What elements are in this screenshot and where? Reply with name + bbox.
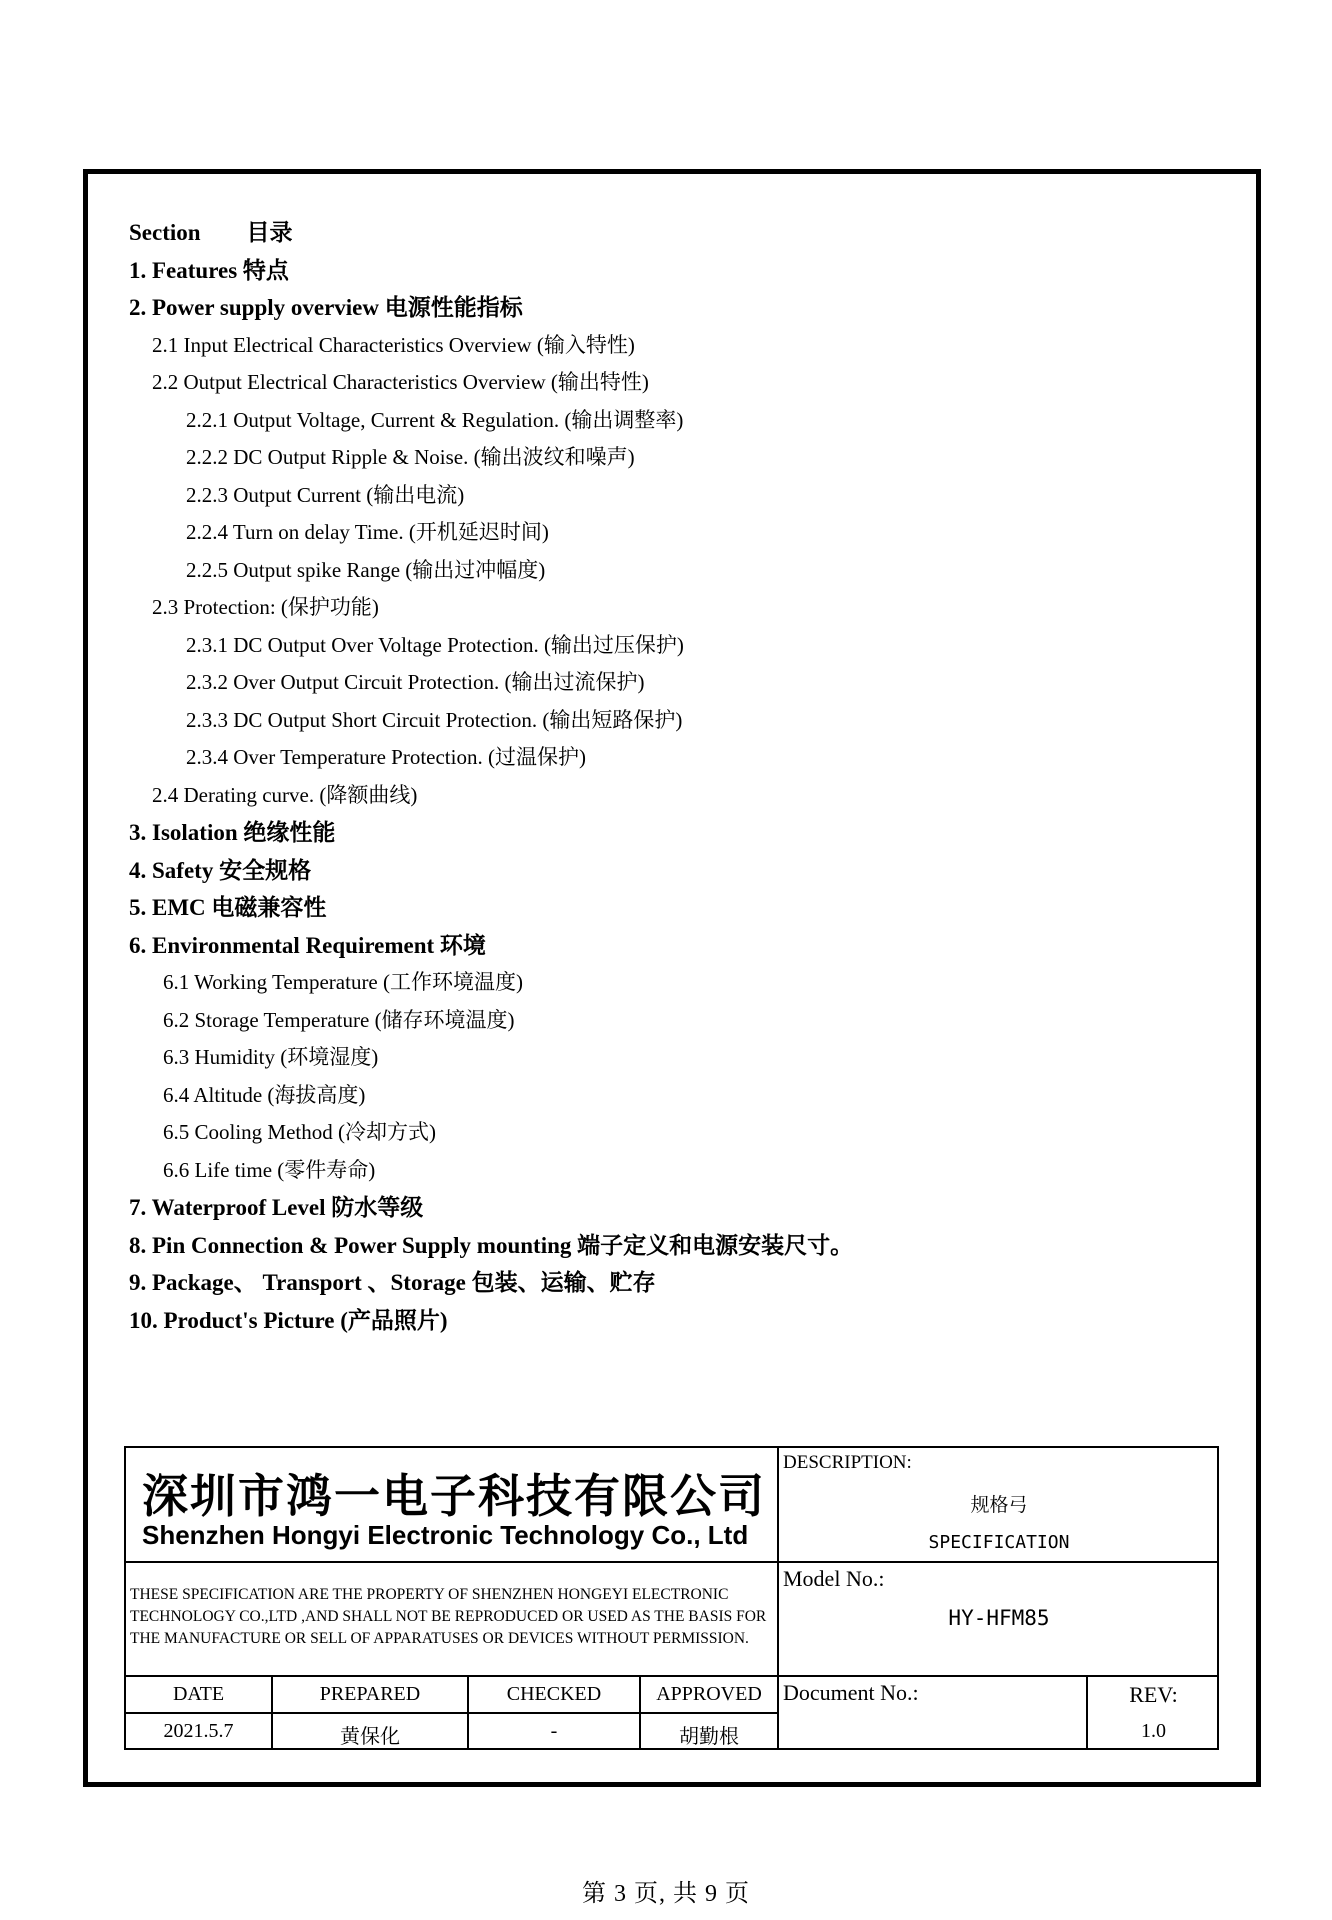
company-name-cn: 深圳市鸿一电子科技有限公司 [142,1469,766,1523]
description-label: DESCRIPTION: [783,1452,912,1473]
table-of-contents [129,214,1229,1339]
toc-entry: 2.1 Input Electrical Characteristics Overview (输入特性) [152,332,635,357]
prepared-value: 黄保化 [340,1726,400,1748]
approved-value: 胡勤根 [679,1726,739,1748]
toc-entry: 6. Environmental Requirement 环境 [129,932,486,958]
description-en: SPECIFICATION [928,1532,1070,1553]
company-name-en: Shenzhen Hongyi Electronic Technology Co., Ltd [142,1520,749,1550]
toc-entry: 2.2.4 Turn on delay Time. (开机延迟时间) [186,520,549,544]
toc-entry: 6.4 Altitude (海拔高度) [163,1082,366,1107]
toc-entry: 6.3 Humidity (环境湿度) [163,1045,379,1069]
toc-entry: 6.1 Working Temperature (工作环境温度) [163,970,523,994]
toc-entry: 2.2.2 DC Output Ripple & Noise. (输出波纹和噪声) [186,445,635,469]
date-value: 2021.5.7 [163,1720,234,1742]
page-number: 第 3 页, 共 9 页 [582,1881,750,1907]
model-value: HY-HFM85 [948,1606,1050,1630]
toc-entry: 2.3.2 Over Output Circuit Protection. (输出过流保护) [186,670,645,694]
toc-entry: 1. Features 特点 [129,257,289,283]
checked-value: - [550,1720,558,1742]
prepared-label: PREPARED [319,1683,421,1705]
toc-entry: 3. Isolation 绝缘性能 [129,820,336,845]
toc-entry: 2.2 Output Electrical Characteristics Overview (输出特性) [152,370,649,394]
toc-entry: 8. Pin Connection & Power Supply mounting 端子定义和电源安装尺寸。 [129,1232,854,1258]
toc-entry: 2.3.4 Over Temperature Protection. (过温保护) [186,745,586,769]
toc-entry: 2.3 Protection: (保护功能) [152,595,379,619]
toc-entry: 5. EMC 电磁兼容性 [129,895,327,920]
property-notice: THESE SPECIFICATION ARE THE PROPERTY OF SHENZHEN HONGEYI ELECTRONIC TECHNOLOGY CO.,LTD ,AND SHALL NOT BE REPRODUCED OR USED AS THE BASIS FOR THE MANUFACTURE OR SELL OF APPARATUSES OR DEVICES WITHOUT PERMISSION. [130,1586,767,1647]
toc-entry: 2.2.3 Output Current (输出电流) [186,482,465,507]
checked-label: CHECKED [506,1683,602,1705]
toc-entry: 6.6 Life time (零件寿命) [163,1157,376,1182]
toc-entry: 7. Waterproof Level 防水等级 [129,1195,424,1220]
date-label: DATE [172,1683,225,1705]
document-no-label: Document No.: [783,1680,919,1705]
toc-entry: 2.2.1 Output Voltage, Current & Regulation. (输出调整率) [186,407,684,432]
toc-entry: 2.3.3 DC Output Short Circuit Protection. (输出短路保护) [186,707,683,732]
toc-entry: 2.2.5 Output spike Range (输出过冲幅度) [186,557,546,582]
toc-entry: 2.3.1 DC Output Over Voltage Protection. (输出过压保护) [186,632,684,657]
toc-entry: Section 目录 [129,220,293,245]
title-block [124,1446,1219,1750]
rev-label: REV: [1129,1682,1178,1707]
description-cn: 规格弓 [970,1495,1028,1516]
toc-entry: 4. Safety 安全规格 [129,857,312,883]
toc-entry: 6.2 Storage Temperature (储存环境温度) [163,1007,515,1032]
toc-entry: 10. Product's Picture (产品照片) [129,1307,448,1333]
toc-entry: 6.5 Cooling Method (冷却方式) [163,1120,436,1144]
toc-entry: 2. Power supply overview 电源性能指标 [129,295,523,320]
model-label: Model No.: [783,1566,885,1591]
toc-entry: 9. Package、 Transport 、Storage 包装、运输、贮存 [129,1270,656,1295]
toc-entry: 2.4 Derating curve. (降额曲线) [152,782,418,807]
approved-label: APPROVED [656,1683,762,1705]
rev-value: 1.0 [1141,1720,1166,1742]
